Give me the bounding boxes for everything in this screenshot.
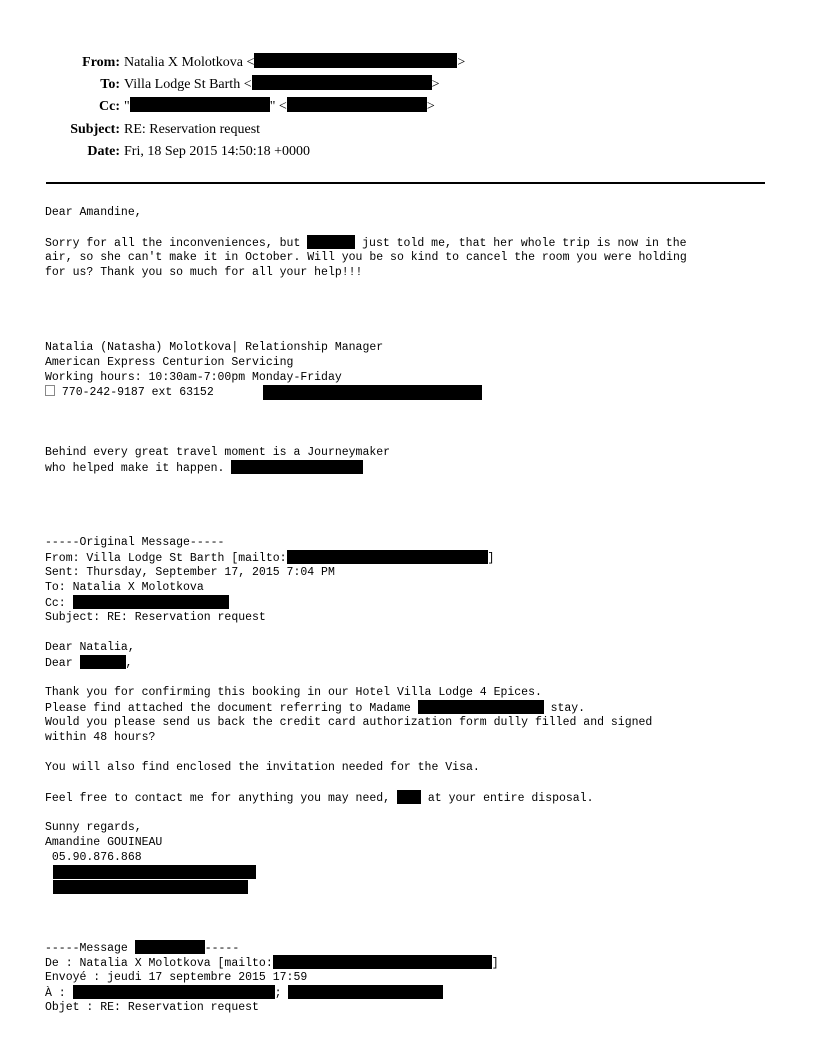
tagline-line: Behind every great travel moment is a Journeymaker xyxy=(45,446,391,459)
date-value: Fri, 18 Sep 2015 14:50:18 +0000 xyxy=(124,144,311,159)
orig-subject-line: Subject: RE: Reservation request xyxy=(45,611,266,624)
orig-body-line: Thank you for confirming this booking in our Hotel Villa Lodge 4 Epices. xyxy=(45,686,542,699)
greeting: Dear Amandine, xyxy=(45,206,142,219)
text-segment: ] xyxy=(491,957,499,970)
redaction-block xyxy=(287,97,427,112)
cc-mid: " < xyxy=(269,99,287,114)
orig-sender-phone: 05.90.876.868 xyxy=(45,851,142,864)
redaction-block xyxy=(252,75,432,90)
orig-body-line: You will also find enclosed the invitation needed for the Visa. xyxy=(45,761,480,774)
to-label: To: xyxy=(100,77,120,92)
text-segment: just told me, that her whole trip is now in the xyxy=(355,237,687,250)
orig2-a-line xyxy=(45,985,443,1001)
to-value xyxy=(124,75,440,95)
redaction-block xyxy=(397,790,421,804)
signature-line: American Express Centurion Servicing xyxy=(45,356,294,369)
from-value xyxy=(124,53,465,73)
cc-value xyxy=(124,97,435,117)
orig-sender-name: Amandine GOUINEAU xyxy=(45,836,163,849)
orig-greeting: Dear Natalia, xyxy=(45,641,135,654)
orig-from-line xyxy=(45,550,494,566)
redaction-block xyxy=(53,865,256,879)
redaction-block xyxy=(287,550,488,564)
to-tail: > xyxy=(431,77,440,92)
redaction-block xyxy=(254,53,457,68)
orig-body-line: within 48 hours? xyxy=(45,731,156,744)
redaction-block xyxy=(288,985,443,999)
redaction-block xyxy=(135,940,205,954)
tagline-line xyxy=(45,460,363,476)
redaction-block xyxy=(130,97,270,112)
orig2-envoye-line: Envoyé : jeudi 17 septembre 2015 17:59 xyxy=(45,971,308,984)
text-segment: stay. xyxy=(543,702,586,715)
signature-line: Natalia (Natasha) Molotkova| Relationship Manager xyxy=(45,341,384,354)
phone-icon xyxy=(45,385,55,396)
to-name: Villa Lodge St Barth < xyxy=(124,77,252,92)
cc-row xyxy=(0,97,120,117)
text-segment: De : Natalia X Molotkova [mailto: xyxy=(45,957,273,970)
redaction-block xyxy=(73,595,229,609)
body-paragraph-line: air, so she can't make it in October. Will you be so kind to cancel the room you were holding xyxy=(45,251,687,264)
redaction-block xyxy=(273,955,492,969)
orig-body-line xyxy=(45,790,594,806)
text-segment: Please find attached the document referring to Madame xyxy=(45,702,418,715)
body-paragraph-line xyxy=(45,235,687,251)
original-message-separator: -----Original Message----- xyxy=(45,536,225,549)
redaction-block xyxy=(73,985,275,999)
orig-cc-line xyxy=(45,595,229,611)
text-segment: Sorry for all the inconveniences, but xyxy=(45,237,308,250)
text-segment: , xyxy=(125,657,133,670)
text-segment: ] xyxy=(487,552,495,565)
signature-line: Working hours: 10:30am-7:00pm Monday-Friday xyxy=(45,371,342,384)
from-row xyxy=(0,53,120,73)
to-row xyxy=(0,75,120,95)
redaction-block xyxy=(80,655,126,669)
cc-quote: " xyxy=(124,99,130,114)
cc-tail: > xyxy=(426,99,435,114)
from-tail: > xyxy=(457,55,466,70)
header-divider xyxy=(46,182,765,184)
redaction-block xyxy=(231,460,363,474)
subject-value: RE: Reservation request xyxy=(124,122,261,137)
text-segment: From: Villa Lodge St Barth [mailto: xyxy=(45,552,287,565)
from-label: From: xyxy=(82,55,120,70)
redaction-block xyxy=(263,385,482,400)
signature-phone-line xyxy=(45,385,214,400)
orig-body-line xyxy=(45,700,585,716)
date-label: Date: xyxy=(87,144,120,159)
redaction-block xyxy=(307,235,355,249)
cc-label: Cc: xyxy=(99,99,120,114)
text-segment: who helped make it happen. xyxy=(45,462,232,475)
orig2-objet-line: Objet : RE: Reservation request xyxy=(45,1001,259,1014)
text-segment: Feel free to contact me for anything you may need, xyxy=(45,792,397,805)
orig-body-line: Would you please send us back the credit card authorization form dully filled and signed xyxy=(45,716,653,729)
orig-greeting xyxy=(45,655,132,671)
text-segment: Cc: xyxy=(45,597,73,610)
text-segment: -----Message xyxy=(45,942,135,955)
phone-text: 770-242-9187 ext 63152 xyxy=(55,386,214,399)
subject-label: Subject: xyxy=(70,122,120,137)
redaction-block xyxy=(53,880,248,894)
text-segment: ; xyxy=(274,987,289,1000)
text-segment: À : xyxy=(45,987,73,1000)
orig-regards: Sunny regards, xyxy=(45,821,142,834)
redaction-block xyxy=(418,700,544,714)
message-separator xyxy=(45,940,239,956)
text-segment: at your entire disposal. xyxy=(420,792,594,805)
text-segment: ----- xyxy=(204,942,240,955)
body-paragraph-line: for us? Thank you so much for all your help!!! xyxy=(45,266,363,279)
orig-sent-line: Sent: Thursday, September 17, 2015 7:04 PM xyxy=(45,566,335,579)
text-segment: Dear xyxy=(45,657,80,670)
orig2-de-line xyxy=(45,955,499,971)
orig-to-line: To: Natalia X Molotkova xyxy=(45,581,204,594)
subject-row xyxy=(0,120,120,140)
from-name: Natalia X Molotkova < xyxy=(124,55,255,70)
date-row xyxy=(0,142,120,162)
